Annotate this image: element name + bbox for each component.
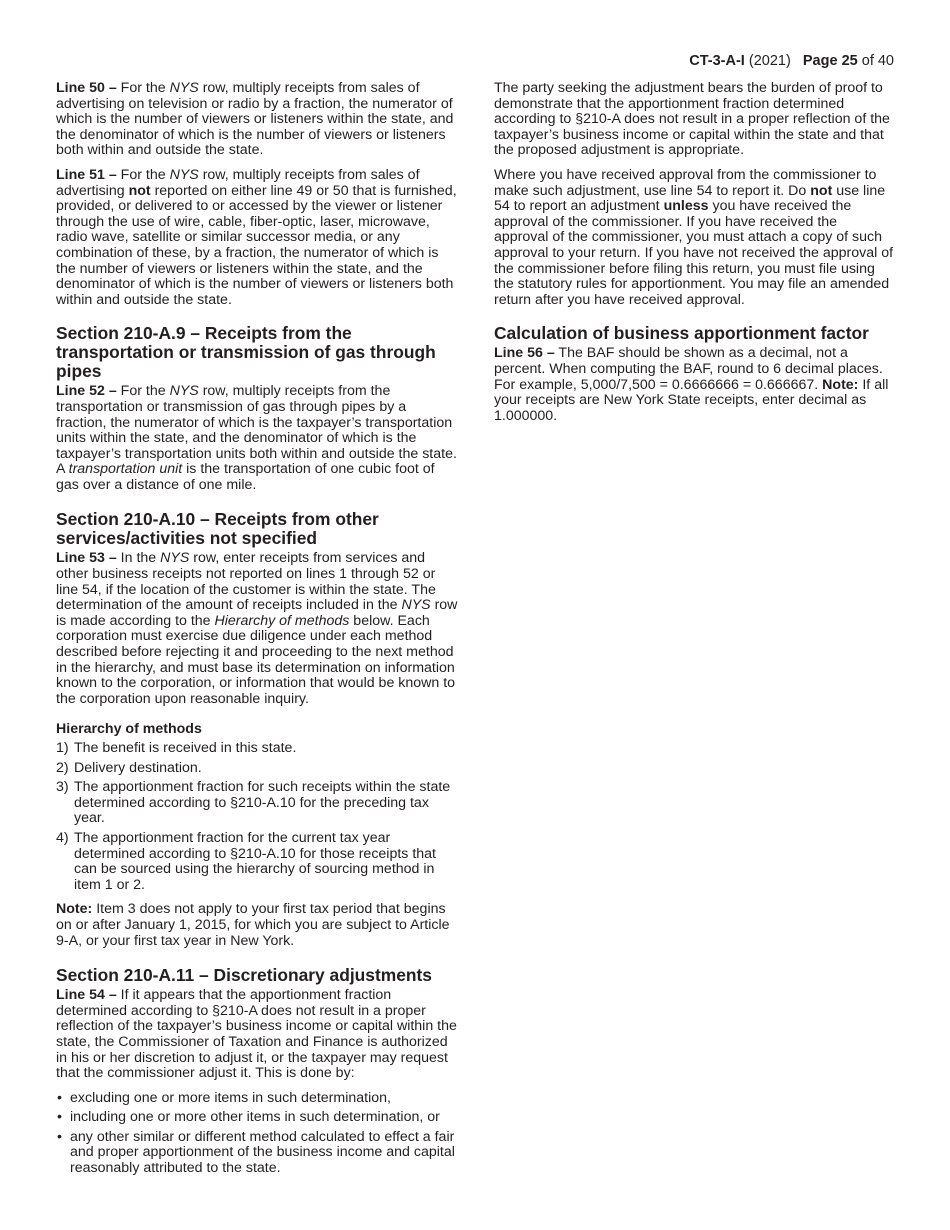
- line-53-text-1: In the: [116, 550, 161, 567]
- transportation-unit-term: transportation unit: [68, 461, 183, 478]
- approval-text-1: Where you have received approval from the commissioner to make such adjustment, use line 54 to report it. Do: [494, 166, 877, 199]
- list-item-text: The benefit is received in this state.: [74, 740, 297, 756]
- line-52-paragraph: [56, 384, 458, 493]
- form-id: CT-3-A-I: [689, 53, 745, 69]
- line-54-text: If it appears that the apportionment fraction determined according to §210-A does not result in a proper reflection of the taxpayer’s business income or capital within the state, the Commissioner of Taxation and Finance is authorized in his or her discretion to adjust it, or the taxpayer may request that the commissioner adjust it. This is done by:: [56, 987, 457, 1082]
- right-column: [494, 81, 894, 433]
- bullet-text: including one or more other items in such determination, or: [70, 1109, 440, 1126]
- line-51-paragraph: [56, 168, 458, 308]
- list-item-text: The apportionment fraction for such receipts within the state determined according to §210-A.10 for the preceding tax year.: [74, 779, 451, 827]
- list-item-text: Delivery destination.: [74, 759, 202, 776]
- line-51-not: not: [128, 182, 151, 199]
- line-53-text-2: row, enter receipts from services and other business receipts not reported on lines 1 through 52 or line 54, if the location of the customer is within the state. The determination of the amount of receipts included in the: [56, 550, 436, 614]
- line-52-label: Line 52 –: [56, 383, 117, 400]
- line-53-paragraph: [56, 551, 458, 707]
- section-9-heading: Section 210-A.9 – Receipts from the transportation or transmission of gas through pipes: [56, 323, 436, 382]
- list-number: 3): [56, 779, 69, 796]
- line-53-nys-1: NYS: [160, 550, 190, 567]
- list-item: [56, 780, 458, 827]
- line-50-paragraph: [56, 81, 458, 159]
- adjustment-bullets: [56, 1091, 458, 1177]
- note-label: Note:: [56, 901, 93, 918]
- hierarchy-of-methods-term: Hierarchy of methods: [214, 612, 350, 629]
- line-52-text-2: row, multiply receipts from the transportation or transmission of gas through pipes by a fraction, the numerator of which is the taxpayer’s transportation units within the state, and the denominator of which is the taxpayer’s transportation units both within and outside the state. A: [56, 383, 457, 478]
- line-52-nys: NYS: [169, 383, 199, 400]
- line-56-label: Line 56 –: [494, 345, 555, 362]
- list-item: [56, 761, 458, 777]
- line-56-paragraph: [494, 346, 894, 424]
- bullet-text: excluding one or more items in such determination,: [70, 1089, 391, 1106]
- line-50-nys: NYS: [169, 80, 199, 96]
- approval-unless: unless: [663, 198, 709, 215]
- baf-heading: Calculation of business apportionment factor: [494, 323, 869, 344]
- line-51-nys: NYS: [169, 166, 199, 183]
- note-text: Item 3 does not apply to your first tax period that begins on or after January 1, 2015, for which you are subject to Article 9-A, or your first tax year in New York.: [56, 901, 450, 949]
- list-number: 1): [56, 740, 69, 756]
- line-54-label: Line 54 –: [56, 987, 117, 1004]
- hierarchy-list: [56, 741, 458, 893]
- list-number: 2): [56, 759, 69, 776]
- line-52-text-1: For the: [116, 383, 170, 400]
- list-item-text: The apportionment fraction for the current tax year determined according to §210-A.10 for those receipts that can be sourced using the hierarchy of sourcing method in item 1 or 2.: [74, 829, 436, 893]
- form-year: (2021): [748, 53, 791, 69]
- bullet-icon: •: [57, 1089, 62, 1106]
- page-total: of 40: [861, 53, 894, 69]
- page-word: Page: [802, 53, 838, 69]
- line-51-text-1: For the: [116, 166, 170, 183]
- list-number: 4): [56, 829, 69, 846]
- section-10-heading: Section 210-A.10 – Receipts from other services/activities not specified: [56, 509, 379, 549]
- bullet-icon: •: [57, 1109, 62, 1126]
- line-53-text-4: below. Each corporation must exercise due diligence under each method described before rejecting it and proceeding to the next method in the hierarchy, and must base its determination on information known to the corporation, or information that would be known to the corporation upon reasonable inquiry.: [56, 612, 456, 707]
- section-11-heading: Section 210-A.11 – Discretionary adjustments: [56, 965, 432, 986]
- approval-text-2: use line 54 to report an adjustment: [494, 182, 886, 215]
- line-54-paragraph: [56, 988, 458, 1082]
- line-50-text-2: row, multiply receipts from sales of advertising on television or radio by a fraction, the numerator of which is the number of viewers or listeners within the state, and the denominator of which is the number of viewers or listeners both within and outside the state.: [56, 80, 454, 159]
- line-50-label: Line 50 –: [56, 80, 117, 96]
- list-item: [56, 831, 458, 893]
- line-53-label: Line 53 –: [56, 550, 117, 567]
- line-53-text-3: row is made according to the: [56, 597, 458, 629]
- approval-not: not: [810, 182, 833, 199]
- hierarchy-heading: Hierarchy of methods: [56, 721, 202, 738]
- line-53-nys-2: NYS: [401, 597, 431, 614]
- page-number: 25: [841, 53, 858, 69]
- approval-text-3: you have received the approval of the commissioner. If you have received the approval of the commissioner, you must attach a copy of such approval to your return. If you have not received the approval of the commissioner before filing this return, you must file using the statutory rules for apportionment. You may file an amended return after you have received approval.: [494, 198, 894, 308]
- list-item: [56, 1110, 458, 1126]
- line-50-text-1: For the: [116, 80, 170, 96]
- bullet-text: any other similar or different method calculated to effect a fair and proper apportionment of the business income and capital reasonably attributed to the state.: [70, 1128, 455, 1177]
- line-56-text-1: The BAF should be shown as a decimal, not a percent. When computing the BAF, round to 6 decimal places. For example, 5,000/7,500 = 0.6666666 = 0.666667.: [494, 345, 883, 393]
- note-paragraph: [56, 902, 458, 949]
- list-item: [56, 1130, 458, 1177]
- line-51-text-2: row, multiply receipts from sales of advertising: [56, 166, 420, 199]
- line-51-text-3: reported on either line 49 or 50 that is furnished, provided, or delivered to or accessed by the viewer or listener through the use of wire, cable, fiber-optic, laser, microwave, radio wave, satellite or similar successor media, or any combination of these, by a fraction, the numerator of which is the number of viewers or listeners within the state, and the denominator of which is the number of viewers or listeners both within and outside the state.: [56, 182, 457, 308]
- line-56-note-label: Note:: [822, 376, 859, 393]
- approval-paragraph: [494, 168, 894, 308]
- left-column: [56, 81, 458, 1186]
- list-item: [56, 1091, 458, 1107]
- line-51-label: Line 51 –: [56, 166, 117, 183]
- line-52-text-3: is the transportation of one cubic foot of gas over a distance of one mile.: [56, 461, 435, 493]
- page-header: [689, 53, 894, 70]
- line-56-text-2: If all your receipts are New York State receipts, enter decimal as 1.000000.: [494, 376, 889, 424]
- list-item: [56, 741, 458, 757]
- burden-of-proof-paragraph: The party seeking the adjustment bears the burden of proof to demonstrate that the apportionment fraction determined according to §210-A does not result in a proper reflection of the taxpayer’s business income or capital within the state and that the proposed adjustment is appropriate.: [494, 80, 890, 159]
- bullet-icon: •: [57, 1128, 62, 1145]
